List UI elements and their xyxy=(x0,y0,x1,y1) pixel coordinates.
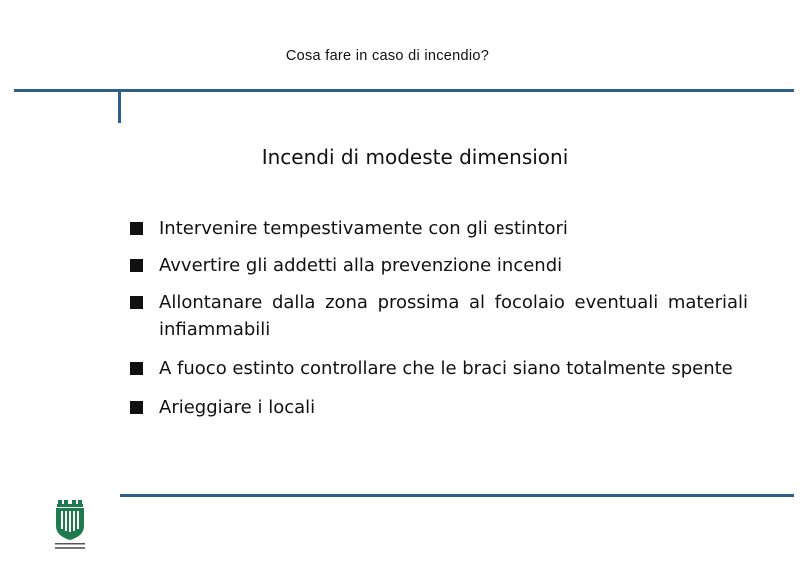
list-item-text: Avvertire gli addetti alla prevenzione incendi xyxy=(159,255,563,276)
list-item-text: Intervenire tempestivamente con gli estintori xyxy=(159,218,568,239)
square-bullet-icon xyxy=(130,362,143,375)
square-bullet-icon xyxy=(130,401,143,414)
divider-tick xyxy=(118,92,121,123)
university-logo-icon xyxy=(52,498,88,552)
list-item-text: A fuoco estinto controllare che le braci siano totalmente spente xyxy=(159,358,733,379)
square-bullet-icon xyxy=(130,222,143,235)
square-bullet-icon xyxy=(130,259,143,272)
list-item xyxy=(130,215,748,242)
list-item xyxy=(130,394,748,421)
slide-heading: Incendi di modeste dimensioni xyxy=(261,145,569,169)
bullet-list xyxy=(130,215,748,433)
top-divider xyxy=(14,89,794,92)
header-title: Cosa fare in caso di incendio? xyxy=(285,48,490,64)
bottom-divider xyxy=(120,494,794,497)
square-bullet-icon xyxy=(130,296,143,309)
list-item xyxy=(130,289,748,343)
list-item-text: Arieggiare i locali xyxy=(159,397,316,418)
list-item xyxy=(130,355,748,382)
list-item xyxy=(130,252,748,279)
list-item-text: Allontanare dalla zona prossima al focolaio eventuali materiali infiammabili xyxy=(159,292,748,340)
